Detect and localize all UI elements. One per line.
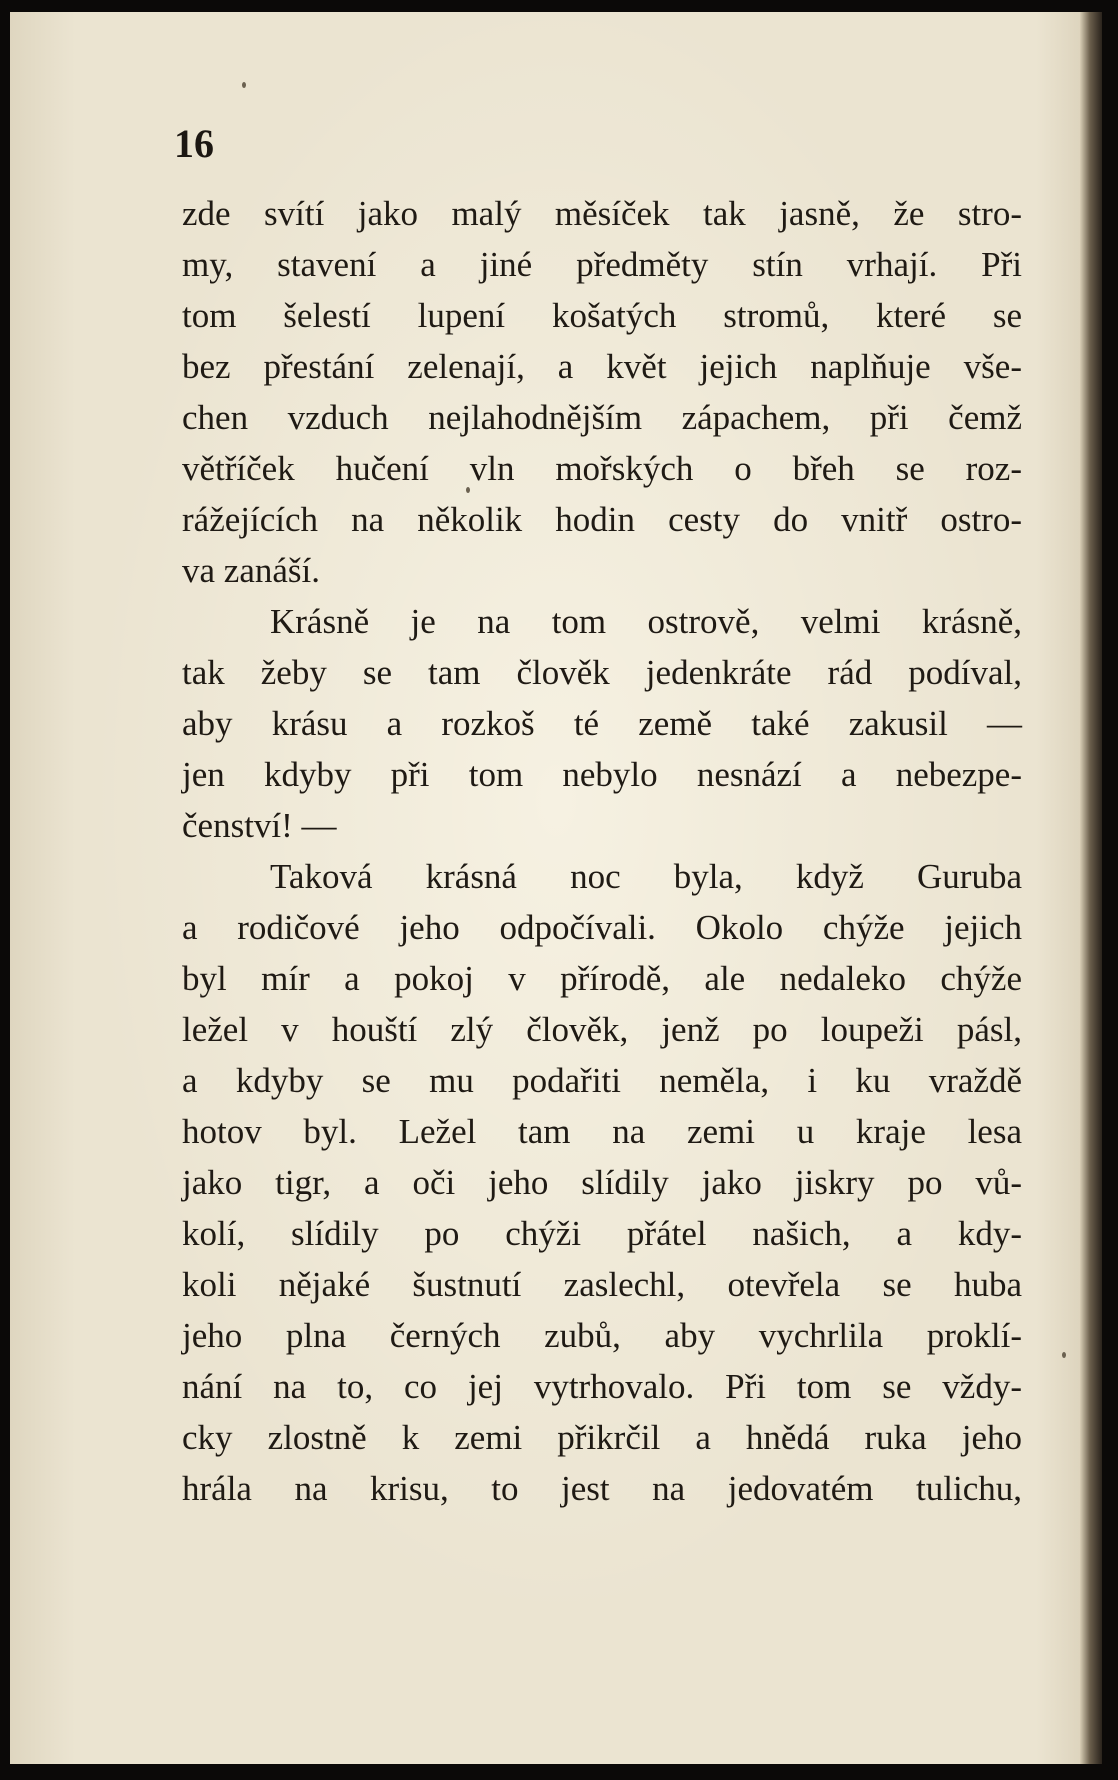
ink-speck	[242, 82, 246, 88]
text-line: větříček hučení vln mořských o břeh se roz-	[182, 449, 1022, 488]
text-line: Krásně je na tom ostrově, velmi krásně,	[270, 602, 1022, 641]
text-line: bez přestání zelenají, a květ jejich naplňuje vše-	[182, 347, 1022, 386]
text-line: jako tigr, a oči jeho slídily jako jiskry po vů-	[182, 1163, 1022, 1202]
body-text	[182, 188, 1022, 1514]
text-line: tom šelestí lupení košatých stromů, které se	[182, 296, 1022, 335]
text-line: čenství! —	[182, 806, 337, 845]
page-number: 16	[174, 121, 214, 166]
text-line: jeho plna černých zubů, aby vychrlila proklí-	[182, 1316, 1022, 1355]
text-line: hrála na krisu, to jest na jedovatém tulichu,	[182, 1469, 1022, 1508]
text-line: rážejících na několik hodin cesty do vnitř ostro-	[182, 500, 1022, 539]
text-line: my, stavení a jiné předměty stín vrhají. Při	[182, 245, 1022, 284]
text-line: a kdyby se mu podařiti neměla, i ku vraždě	[182, 1061, 1022, 1100]
ink-speck	[1062, 1352, 1066, 1358]
text-line: zde svítí jako malý měsíček tak jasně, že stro-	[182, 194, 1022, 233]
text-line: byl mír a pokoj v přírodě, ale nedaleko chýže	[182, 959, 1022, 998]
text-line: koli nějaké šustnutí zaslechl, otevřela se huba	[182, 1265, 1022, 1304]
text-line: tak žeby se tam člověk jedenkráte rád podíval,	[182, 653, 1022, 692]
text-line: hotov byl. Ležel tam na zemi u kraje lesa	[182, 1112, 1022, 1151]
text-line: va zanáší.	[182, 551, 320, 590]
text-line: jen kdyby při tom nebylo nesnází a nebezpe-	[182, 755, 1022, 794]
book-page	[10, 12, 1102, 1764]
text-line: chen vzduch nejlahodnějším zápachem, při čemž	[182, 398, 1022, 437]
text-line: Taková krásná noc byla, když Guruba	[270, 857, 1022, 896]
text-line: aby krásu a rozkoš té země také zakusil —	[182, 704, 1022, 743]
text-line: a rodičové jeho odpočívali. Okolo chýže jejich	[182, 908, 1022, 947]
text-line: cky zlostně k zemi přikrčil a hnědá ruka jeho	[182, 1418, 1022, 1457]
text-line: kolí, slídily po chýži přátel našich, a kdy-	[182, 1214, 1022, 1253]
text-line: nání na to, co jej vytrhovalo. Při tom se vždy-	[182, 1367, 1022, 1406]
book-spine-edge	[1080, 12, 1102, 1764]
text-line: ležel v houští zlý člověk, jenž po loupeži pásl,	[182, 1010, 1022, 1049]
